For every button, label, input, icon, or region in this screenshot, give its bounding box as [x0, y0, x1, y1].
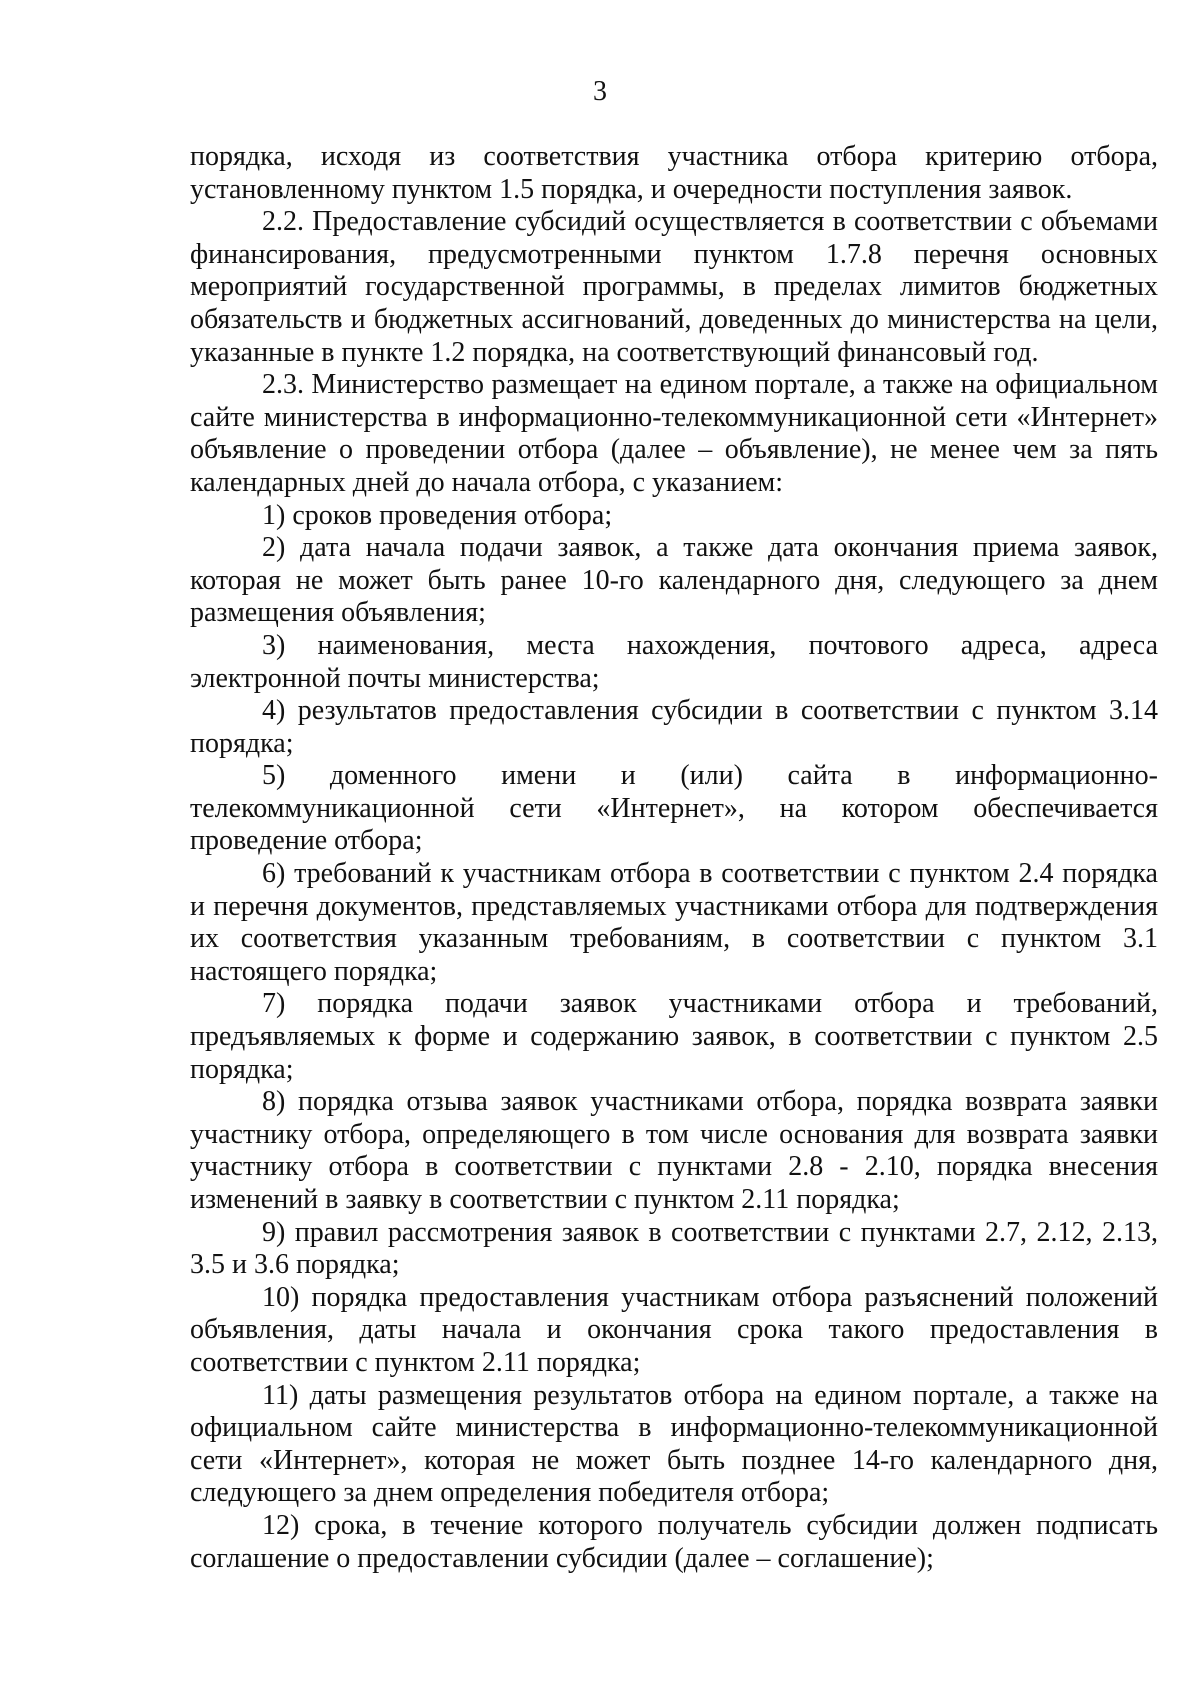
list-item: 11) даты размещения результатов отбора на едином портале, а также на официальном сайте министерства в информационно-телекоммуникационной сети «Интернет», которая не может быть позднее 14-го календарного дня, следующего за днем определения победителя отбора;	[190, 1379, 1158, 1509]
paragraph: 2.3. Министерство размещает на едином портале, а также на официальном сайте министерства в информационно-телекоммуникационной сети «Интернет» объявление о проведении отбора (далее – объявление), не менее чем за пять календарных дней до начала отбора, с указанием:	[190, 369, 1158, 498]
list-item: 9) правил рассмотрения заявок в соответствии с пунктами 2.7, 2.12, 2.13, 3.5 и 3.6 порядка;	[190, 1216, 1158, 1281]
list-item: 5) доменного имени и (или) сайта в информационно-телекоммуникационной сети «Интернет», на котором обеспечивается проведение отбора;	[190, 760, 1158, 857]
list-item: 6) требований к участникам отбора в соответствии с пунктом 2.4 порядка и перечня документов, представляемых участниками отбора для подтверждения их соответствия указанным требованиям, в соответствии с пунктом 3.1 настоящего порядка;	[190, 858, 1158, 987]
list-item: 4) результатов предоставления субсидии в соответствии с пунктом 3.14 порядка;	[190, 695, 1158, 759]
list-item: 12) срока, в течение которого получатель субсидии должен подписать соглашение о предоставлении субсидии (далее – соглашение);	[190, 1509, 1158, 1574]
list-item: 8) порядка отзыва заявок участниками отбора, порядка возврата заявки участнику отбора, определяющего в том числе основания для возврата заявки участнику отбора в соответствии с пунктами 2.8 - 2.10, порядка внесения изменений в заявку в соответствии с пунктом 2.11 порядка;	[190, 1086, 1158, 1215]
paragraph: порядка, исходя из соответствия участника отбора критерию отбора, установленному пунктом 1.5 порядка, и очередности поступления заявок.	[190, 141, 1158, 205]
list-item: 2) дата начала подачи заявок, а также дата окончания приема заявок, которая не может быть ранее 10-го календарного дня, следующего за днем размещения объявления;	[190, 532, 1158, 629]
list-item: 1) сроков проведения отбора;	[262, 499, 613, 531]
page-number: 3	[593, 76, 607, 107]
document-body	[190, 141, 1158, 1575]
paragraph: 2.2. Предоставление субсидий осуществляется в соответствии с объемами финансирования, предусмотренными пунктом 1.7.8 перечня основных мероприятий государственной программы, в пределах лимитов бюджетных обязательств и бюджетных ассигнований, доведенных до министерства на цели, указанные в пункте 1.2 порядка, на соответствующий финансовый год.	[190, 206, 1158, 368]
list-item: 7) порядка подачи заявок участниками отбора и требований, предъявляемых к форме и содержанию заявок, в соответствии с пунктом 2.5 порядка;	[190, 988, 1158, 1085]
list-item: 10) порядка предоставления участникам отбора разъяснений положений объявления, даты начала и окончания срока такого предоставления в соответствии с пунктом 2.11 порядка;	[190, 1281, 1158, 1378]
list-item: 3) наименования, места нахождения, почтового адреса, адреса электронной почты министерства;	[190, 629, 1158, 694]
